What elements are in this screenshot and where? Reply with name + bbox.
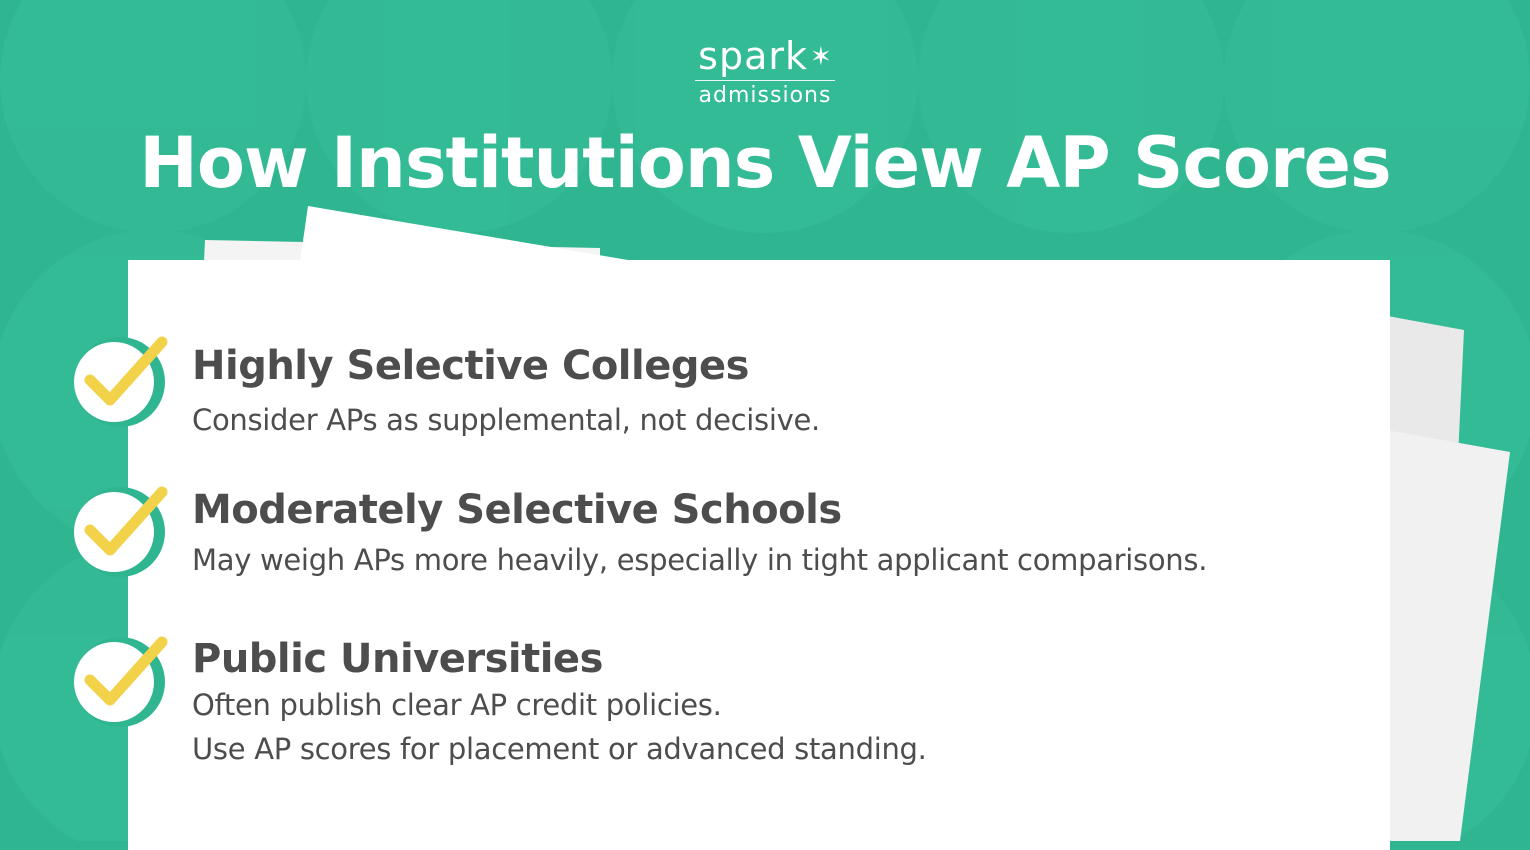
- item-description: Consider APs as supplemental, not decisive.: [192, 403, 820, 437]
- brand-tagline: admissions: [698, 83, 832, 108]
- check-icon: [72, 484, 168, 580]
- item-heading: Highly Selective Colleges: [192, 343, 749, 389]
- check-icon: [72, 634, 168, 730]
- check-icon: [72, 334, 168, 430]
- star-icon: ✶: [810, 42, 832, 72]
- item-description: Often publish clear AP credit policies.: [192, 688, 722, 722]
- item-description: May weigh APs more heavily, especially in tight applicant comparisons.: [192, 543, 1208, 577]
- item-heading: Public Universities: [192, 636, 603, 682]
- item-description: Use AP scores for placement or advanced standing.: [192, 732, 927, 766]
- brand-name: spark: [698, 34, 809, 78]
- item-heading: Moderately Selective Schools: [192, 487, 842, 533]
- page-title: How Institutions View AP Scores: [139, 122, 1391, 204]
